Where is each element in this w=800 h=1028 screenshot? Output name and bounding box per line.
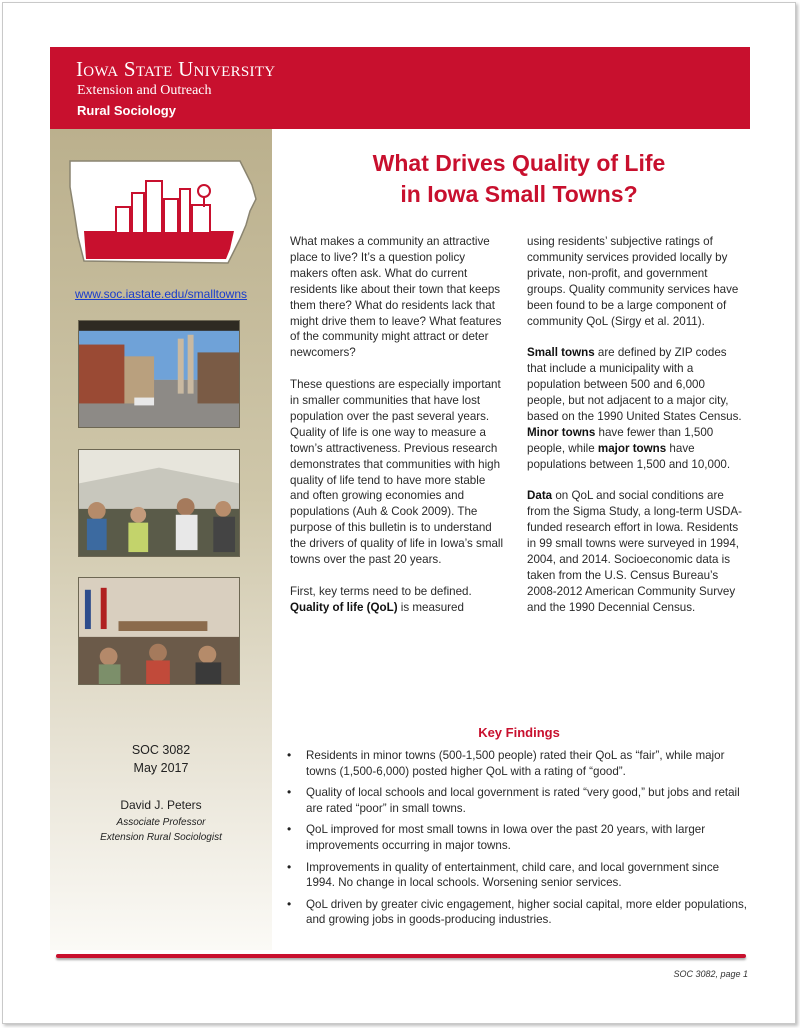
paragraph-text: have fewer than 1,500 people, while: [527, 425, 714, 455]
finding-text: QoL improved for most small towns in Iowa over the past 20 years, with larger improvements occurring in major towns.: [306, 823, 706, 852]
paragraph: [527, 488, 743, 615]
term-qol: Quality of life (QoL): [290, 600, 398, 614]
finding-text: Improvements in quality of entertainment, child care, and local government since 1994. No change in local schools. Worsening senior services.: [306, 860, 720, 890]
paragraph-text: First, key terms need to be defined.: [290, 584, 472, 598]
paragraph: [290, 584, 506, 616]
extension-name: Extension and Outreach: [77, 83, 212, 98]
finding-item: [284, 897, 750, 928]
finding-item: [284, 748, 750, 779]
publication-date: May 2017: [133, 761, 189, 775]
title-line-1: What Drives Quality of Life: [372, 150, 666, 176]
finding-item: [284, 822, 750, 853]
paragraph: What makes a community an attractive place to live? It’s a question policy makers often ask. What do current residents like about their town that keeps them there? What do residents lack that might drive them to leave? What features of the community might attract or deter newcomers?: [290, 235, 502, 360]
paragraph-text: on QoL and social conditions are from the Sigma Study, a long-term USDA-funded research effort in Iowa. Residents in 99 small towns were surveyed in 1994, 2004, and 2014. Socioeconomic data is taken from the U.S. Census Bureau’s 2008-2012 American Community Survey and the 1990 Decennial Census.: [527, 489, 742, 614]
paragraph: [527, 345, 743, 472]
title-line-2: in Iowa Small Towns?: [400, 181, 638, 207]
footer-divider: [56, 954, 746, 958]
body-column-left: [290, 234, 506, 632]
website-link[interactable]: www.soc.iastate.edu/smalltowns: [74, 287, 248, 301]
photo-main-street: [78, 320, 240, 428]
paragraph-text: is measured: [397, 600, 464, 614]
author-name: David J. Peters: [120, 798, 202, 812]
bullet-icon: •: [287, 859, 292, 874]
document-number: SOC 3082: [131, 743, 191, 757]
paragraph-text: are defined by ZIP codes that include a municipality with a population between 500 and 6,000 people, but not adjacent to a major city, based on the 1990 United States Census.: [527, 346, 742, 423]
iowa-map-logo: [64, 151, 260, 271]
bullet-icon: •: [287, 822, 292, 837]
finding-text: Quality of local schools and local government is rated “very good,” but jobs and retail are rated “poor” in small towns.: [306, 786, 740, 815]
university-name: Iowa State University: [76, 57, 276, 81]
page-number: SOC 3082, page 1: [673, 969, 748, 979]
photo-meeting: [78, 577, 240, 685]
term-small-towns: Small towns: [527, 346, 595, 360]
finding-item: [284, 860, 750, 891]
term-minor-towns: Minor towns: [527, 425, 596, 439]
finding-item: [284, 785, 750, 816]
bullet-icon: •: [287, 896, 292, 911]
document-title: [290, 148, 748, 210]
photo-crowd: [78, 449, 240, 557]
paragraph: These questions are especially important in smaller communities that have lost population over the past several years. Quality of life is one way to measure a town’s attractiveness. Previous research demonstrates that communities with high quality of life tend to have more stable and often growing economies and populations (Auh & Cook 2009). The purpose of this bulletin is to understand the drivers of quality of life in Iowa’s small towns over the past 20 years.: [290, 378, 504, 567]
bullet-icon: •: [287, 785, 292, 800]
bullet-icon: •: [287, 748, 292, 762]
author-role: Extension Rural Sociologist: [100, 832, 222, 843]
finding-text: QoL driven by greater civic engagement, higher social capital, more elder populations, and growing jobs in goods-producing industries.: [306, 897, 748, 927]
key-findings-list: [284, 748, 750, 934]
finding-text: Residents in minor towns (500-1,500 people) rated their QoL as “fair”, while major towns (1,500-6,000) posted higher QoL with a rating of “good”.: [306, 749, 725, 778]
department-name: Rural Sociology: [77, 103, 176, 118]
body-column-right: [527, 234, 743, 632]
paragraph: using residents’ subjective ratings of community services provided locally by private, non-profit, and government groups. Quality community services have been found to be a large component of community QoL (Sirgy et al. 2011).: [527, 235, 739, 328]
paragraph-text: have populations between 1,500 and 10,000.: [527, 441, 731, 471]
term-major-towns: major towns: [597, 441, 667, 455]
key-findings-heading: Key Findings: [478, 725, 560, 740]
author-position: Associate Professor: [116, 817, 206, 828]
sidebar: [50, 129, 272, 950]
term-data: Data: [527, 489, 553, 503]
header-band: [50, 47, 750, 129]
